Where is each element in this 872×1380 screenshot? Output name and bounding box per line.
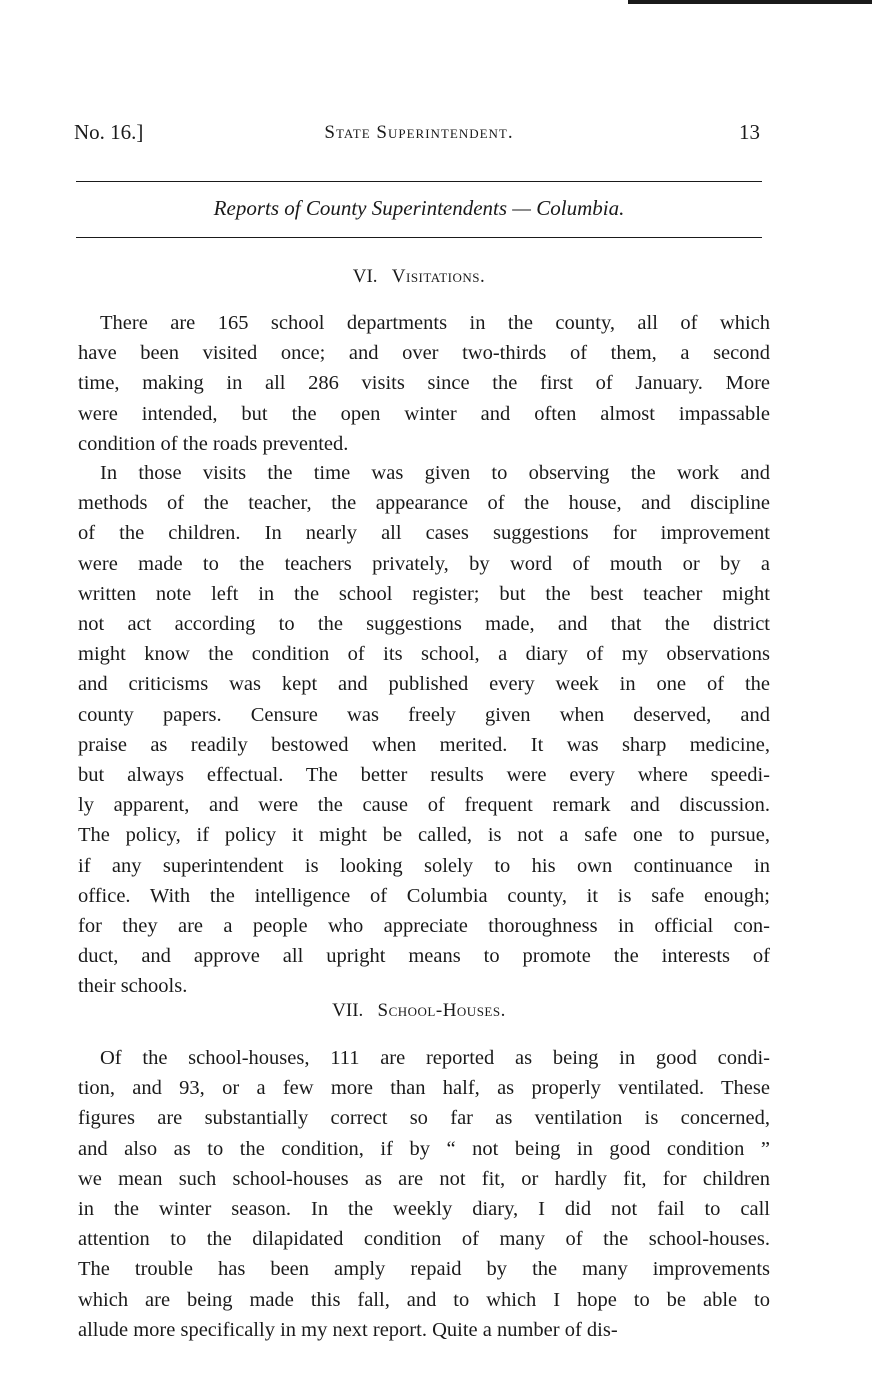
paragraph bbox=[78, 308, 770, 459]
text-line: but always effectual. The better results were every where speedi- bbox=[78, 764, 770, 787]
section-numeral: VII. bbox=[332, 1000, 364, 1021]
text-line: In those visits the time was given to observing the work and bbox=[100, 462, 770, 484]
page-number: 13 bbox=[739, 120, 760, 144]
text-line: which are being made this fall, and to which I hope to be able to bbox=[78, 1288, 770, 1311]
running-header bbox=[74, 120, 764, 150]
text-line: written note left in the school register; but the best teacher might bbox=[78, 582, 770, 605]
text-line: praise as readily bestowed when merited. It was sharp medicine, bbox=[78, 733, 770, 756]
text-line: county papers. Censure was freely given when deserved, and bbox=[78, 703, 770, 726]
text-line: duct, and approve all upright means to promote the interests of bbox=[78, 945, 770, 968]
section-heading-visitations bbox=[76, 266, 762, 288]
section-title: Visitations. bbox=[391, 266, 486, 287]
text-line: for they are a people who appreciate thoroughness in official con- bbox=[78, 915, 770, 938]
top-edge-rule bbox=[628, 0, 872, 4]
text-line: The trouble has been amply repaid by the many improvements bbox=[78, 1258, 770, 1281]
text-line: office. With the intelligence of Columbia county, it is safe enough; bbox=[78, 884, 770, 907]
section-title: School-Houses. bbox=[377, 1000, 506, 1021]
text-line: and criticisms was kept and published every week in one of the bbox=[78, 673, 770, 696]
text-line: their schools. bbox=[78, 975, 188, 998]
section-numeral: VI. bbox=[352, 266, 378, 287]
header-rule-bottom bbox=[76, 237, 762, 238]
text-line: methods of the teacher, the appearance of the house, and discipline bbox=[78, 492, 770, 515]
section-subtitle: Reports of County Superintendents — Columbia. bbox=[213, 196, 625, 220]
text-line: not act according to the suggestions made, and that the district bbox=[78, 613, 770, 636]
text-line: of the children. In nearly all cases suggestions for improvement bbox=[78, 522, 770, 545]
text-line: in the winter season. In the weekly diary, I did not fail to call bbox=[78, 1198, 770, 1221]
text-line: time, making in all 286 visits since the first of January. More bbox=[78, 372, 770, 395]
text-line: ly apparent, and were the cause of frequent remark and discussion. bbox=[78, 794, 770, 817]
paragraph bbox=[78, 1043, 770, 1345]
text-line: tion, and 93, or a few more than half, as properly ventilated. These bbox=[78, 1077, 770, 1100]
document-number: No. 16.] bbox=[74, 120, 144, 144]
text-line: and also as to the condition, if by “ not being in good condition ” bbox=[78, 1137, 770, 1160]
text-line: we mean such school-houses as are not fit, or hardly fit, for children bbox=[78, 1167, 770, 1190]
text-line: if any superintendent is looking solely to his own continuance in bbox=[78, 854, 770, 877]
text-line: condition of the roads prevented. bbox=[78, 432, 349, 455]
text-line: were made to the teachers privately, by word of mouth or by a bbox=[78, 552, 770, 575]
text-line: Of the school-houses, 111 are reported as being in good condi- bbox=[100, 1047, 770, 1069]
running-title: State Superintendent. bbox=[324, 122, 514, 143]
section-heading-school-houses bbox=[76, 1000, 762, 1022]
header-rule-top bbox=[76, 181, 762, 182]
text-line: The policy, if policy it might be called, is not a safe one to pursue, bbox=[78, 824, 770, 847]
text-line: were intended, but the open winter and often almost impassable bbox=[78, 402, 770, 425]
text-line: attention to the dilapidated condition of many of the school-houses. bbox=[78, 1228, 770, 1251]
text-line: have been visited once; and over two-thirds of them, a second bbox=[78, 342, 770, 365]
text-line: allude more specifically in my next report. Quite a number of dis- bbox=[78, 1318, 618, 1341]
text-line: There are 165 school departments in the county, all of which bbox=[100, 312, 770, 334]
paragraph bbox=[78, 458, 770, 1002]
text-line: figures are substantially correct so far as ventilation is concerned, bbox=[78, 1107, 770, 1130]
text-line: might know the condition of its school, a diary of my observations bbox=[78, 643, 770, 666]
